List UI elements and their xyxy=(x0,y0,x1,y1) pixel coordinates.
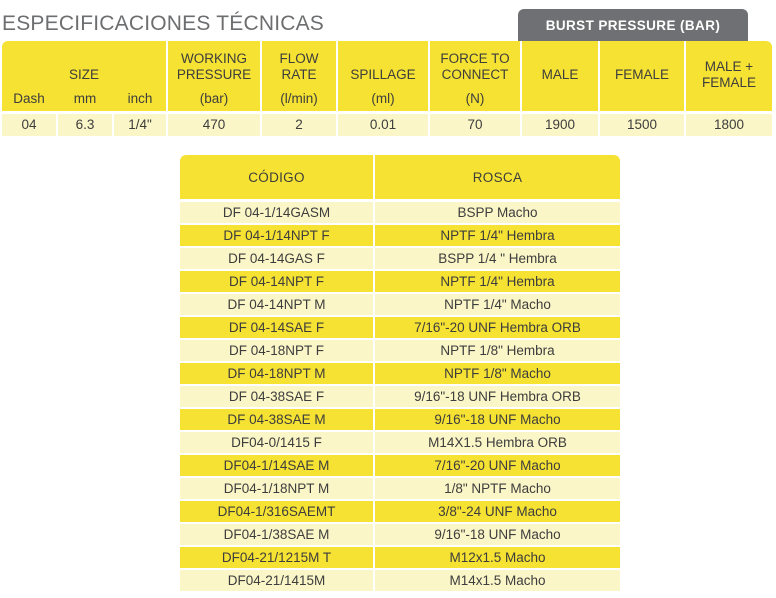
header-flow-rate-unit: (l/min) xyxy=(280,91,318,106)
cell-codigo: DF04-1/18NPT M xyxy=(180,478,373,499)
table-row xyxy=(180,225,620,246)
header-size-mm: mm xyxy=(73,91,97,106)
header-male-female-l2: FEMALE xyxy=(701,75,756,90)
header-female-label: FEMALE xyxy=(614,67,669,82)
table-row xyxy=(180,294,620,315)
header-flow-rate xyxy=(262,41,336,111)
cell-working-pressure: 470 xyxy=(202,117,226,132)
page-title: ESPECIFICACIONES TÉCNICAS xyxy=(2,12,325,35)
code-table-body xyxy=(180,202,620,591)
header-spillage-label: SPILLAGE xyxy=(350,67,416,82)
cell-codigo: DF04-21/1415M xyxy=(180,570,373,591)
header-force-l2: CONNECT xyxy=(441,67,509,82)
cell-rosca: 9/16"-18 UNF Macho xyxy=(375,409,620,430)
table-row xyxy=(180,432,620,453)
cell-rosca: 3/8"-24 UNF Macho xyxy=(375,501,620,522)
table-row xyxy=(180,202,620,223)
cell-codigo: DF04-1/14SAE M xyxy=(180,455,373,476)
header-size-dash: Dash xyxy=(13,91,45,106)
cell-codigo: DF 04-18NPT M xyxy=(180,363,373,384)
cell-codigo: DF04-1/38SAE M xyxy=(180,524,373,545)
table-row xyxy=(180,501,620,522)
cell-rosca: M14X1.5 Hembra ORB xyxy=(375,432,620,453)
table-row xyxy=(180,570,620,591)
header-male-female-l1: MALE + xyxy=(704,59,754,74)
cell-rosca: BSPP 1/4 " Hembra xyxy=(375,248,620,269)
cell-codigo: DF 04-38SAE F xyxy=(180,386,373,407)
cell-male-female: 1800 xyxy=(713,117,745,132)
code-table xyxy=(180,155,620,593)
cell-codigo: DF 04-1/14GASM xyxy=(180,202,373,223)
table-row xyxy=(180,271,620,292)
header-flow-rate-l2: RATE xyxy=(281,67,317,82)
cell-codigo: DF04-21/1215M T xyxy=(180,547,373,568)
table-row xyxy=(180,455,620,476)
cell-rosca: 9/16"-18 UNF Hembra ORB xyxy=(375,386,620,407)
header-size-label: SIZE xyxy=(68,67,99,82)
table-row xyxy=(180,363,620,384)
header-working-pressure xyxy=(168,41,260,111)
cell-codigo: DF 04-1/14NPT F xyxy=(180,225,373,246)
header-spillage-unit: (ml) xyxy=(371,91,395,106)
header-codigo: CÓDIGO xyxy=(248,170,305,185)
table-row xyxy=(180,409,620,430)
header-force-l1: FORCE TO xyxy=(440,51,510,66)
cell-rosca: M14x1.5 Macho xyxy=(375,570,620,591)
cell-rosca: 7/16"-20 UNF Macho xyxy=(375,455,620,476)
cell-force: 70 xyxy=(467,117,483,132)
header-force-to-connect xyxy=(430,41,520,111)
table-row xyxy=(180,547,620,568)
table-row xyxy=(180,248,620,269)
header-working-pressure-l2: PRESSURE xyxy=(176,67,252,82)
table-row xyxy=(180,317,620,338)
cell-rosca: M12x1.5 Macho xyxy=(375,547,620,568)
header-spillage xyxy=(338,41,428,111)
header-size-inch: inch xyxy=(127,91,153,106)
cell-inch: 1/4" xyxy=(128,117,152,132)
cell-rosca: NPTF 1/8" Macho xyxy=(375,363,620,384)
cell-rosca: 7/16"-20 UNF Hembra ORB xyxy=(375,317,620,338)
cell-dash: 04 xyxy=(21,117,37,132)
cell-codigo: DF04-1/316SAEMT xyxy=(180,501,373,522)
cell-spillage: 0.01 xyxy=(369,117,397,132)
cell-rosca: NPTF 1/4" Hembra xyxy=(375,271,620,292)
header-working-pressure-unit: (bar) xyxy=(199,91,229,106)
cell-rosca: BSPP Macho xyxy=(375,202,620,223)
cell-codigo: DF 04-14NPT F xyxy=(180,271,373,292)
table-row xyxy=(180,340,620,361)
cell-rosca: NPTF 1/4" Hembra xyxy=(375,225,620,246)
code-table-header xyxy=(180,155,620,199)
cell-rosca: NPTF 1/4" Macho xyxy=(375,294,620,315)
cell-codigo: DF 04-14GAS F xyxy=(180,248,373,269)
header-flow-rate-l1: FLOW xyxy=(279,51,319,66)
header-female xyxy=(600,41,684,111)
cell-codigo: DF04-0/1415 F xyxy=(180,432,373,453)
header-male xyxy=(522,41,598,111)
table-row xyxy=(180,524,620,545)
cell-rosca: 1/8" NPTF Macho xyxy=(375,478,620,499)
table-row xyxy=(180,386,620,407)
table-row xyxy=(180,478,620,499)
header-working-pressure-l1: WORKING xyxy=(181,51,247,66)
header-rosca: ROSCA xyxy=(472,170,523,185)
cell-codigo: DF 04-38SAE M xyxy=(180,409,373,430)
cell-codigo: DF 04-14SAE F xyxy=(180,317,373,338)
cell-codigo: DF 04-18NPT F xyxy=(180,340,373,361)
spec-table-row xyxy=(2,114,772,136)
cell-mm: 6.3 xyxy=(75,117,95,132)
burst-pressure-tab: BURST PRESSURE (BAR) xyxy=(518,9,748,41)
header-force-unit: (N) xyxy=(465,91,485,106)
cell-rosca: 9/16"-18 UNF Macho xyxy=(375,524,620,545)
cell-rosca: NPTF 1/8" Hembra xyxy=(375,340,620,361)
cell-male: 1900 xyxy=(544,117,576,132)
header-male-label: MALE xyxy=(541,67,579,82)
cell-female: 1500 xyxy=(626,117,658,132)
cell-codigo: DF 04-14NPT M xyxy=(180,294,373,315)
header-male-female xyxy=(686,41,772,111)
cell-flow-rate: 2 xyxy=(295,117,303,132)
spec-table-header xyxy=(2,41,772,111)
